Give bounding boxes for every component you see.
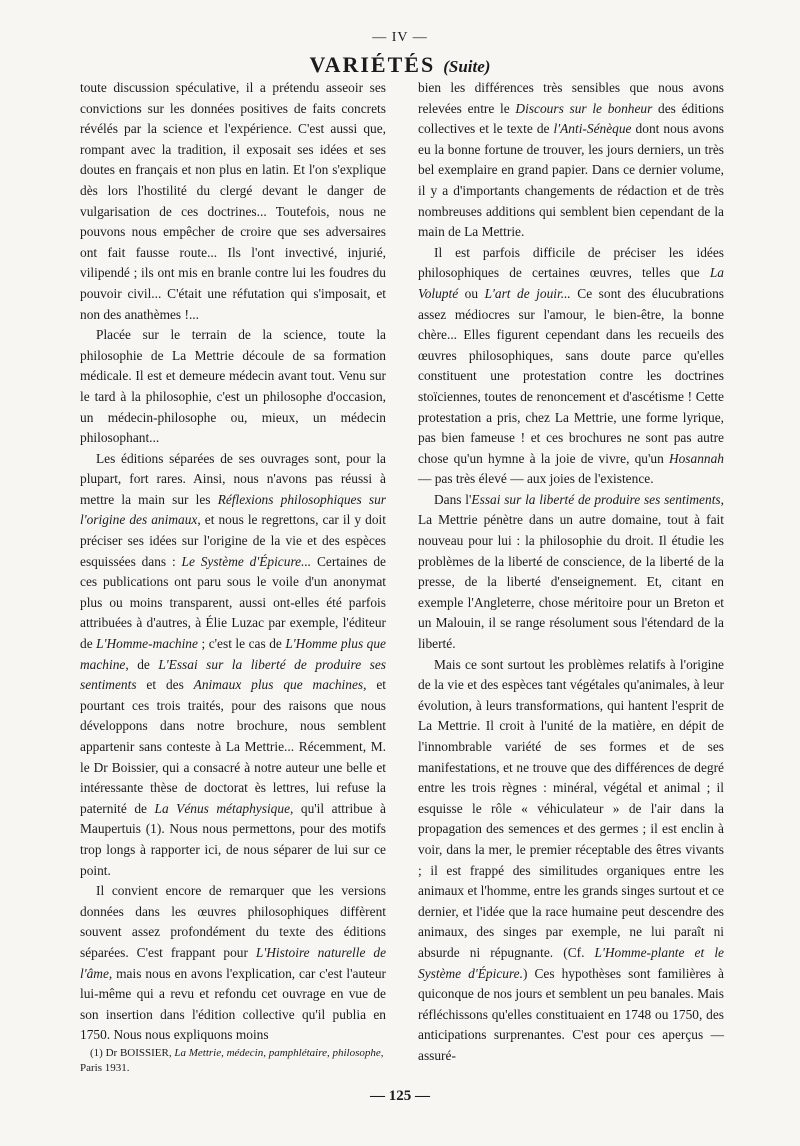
paragraph xyxy=(80,881,386,1046)
section-title xyxy=(0,52,800,78)
italic-title: La Vénus métaphysique xyxy=(154,800,291,816)
text-run: dont nous avons eu la bonne fortune de trouver, les jours derniers, un très bel exemplaire en grand papier. Dans ce dernier volume, il y a d'importants changements de rédaction et de très nombreuses additions qui semblent bien cependant de la main de La Mettrie. xyxy=(418,121,725,240)
paragraph xyxy=(80,325,386,449)
text-run: ) Ces hypothèses sont familières à quiconque de nos jours et semblent un peu banales. Mais réfléchissons qu'elles constituaient en 1748 ou 1750, des anticipations surprenantes. C'est pour ces aperçus — assuré- xyxy=(418,965,724,1063)
italic-title: L'Essai sur la liberté de produire ses sentiments xyxy=(80,656,387,693)
left-column xyxy=(80,78,386,1046)
text-run: Ce sont des élucubrations assez médiocres sur l'amour, le bien-être, la bonne chère... Elles figurent cependant dans les recueils des œuvres philosophiques, sans doute parce qu'elles constituent une protestation contre les doctrines stoïciennes, toutes de renoncement et d'ascétisme ! Cette protestation a pris, chez La Mettrie, une forme lyrique, pas bien fameuse ! et ces brochures ne sont pas autre chose qu'un hymne à la joie de vivre, qu'un xyxy=(418,285,724,466)
page-number: — 125 — xyxy=(370,1088,430,1104)
section-title-main: VARIÉTÉS xyxy=(309,52,436,77)
text-run: ou xyxy=(458,285,485,301)
text-run: bien les différences très sensibles que nous avons relevées entre le xyxy=(418,80,724,116)
italic-title: Hosannah xyxy=(668,450,724,466)
text-run: Certaines de ces publications ont paru sous le voile d'un anonymat plus ou moins transparent, aussi ont-elles été parfois attribuées à d'autres, à Élie Luzac par exemple, l'éditeur de xyxy=(80,553,386,652)
paragraph xyxy=(418,490,724,655)
text-run: des éditions collectives et le texte de xyxy=(418,100,724,137)
paragraph xyxy=(418,655,724,1067)
italic-title: L'Homme plus que machine xyxy=(80,636,386,672)
italic-title: Discours sur le bonheur xyxy=(515,100,653,116)
text-run: ; c'est le cas de xyxy=(197,636,286,652)
text-run: Mais ce sont surtout les problèmes relatifs à l'origine de la vie et des espèces tant végétales qu'animales, à leur évolution, à leurs transformations, qui hantent l'esprit de La Mettrie. Il croit à l'unité de la matière, en dépit de l'innombrable variété de ses formes et de ses manifestations, et ne trouve que des différences de degré entre les trois règnes : minéral, végétal et animal ; il esquisse le rôle « véhiculateur » de l'air dans la propagation des semences et des germes ; il est enclin à voir, dans la mer, le premier réceptable des êtres vivants ; il est frappé des similitudes organiques entre les animaux et l'homme, entre les grands singes surtout et ce dernier, et l'idée que la race humaine peut descendre des animaux, des singes par exemple, ne lui paraît ni absurde ni répugnante. (Cf. xyxy=(418,656,724,960)
text-run: — pas très élevé — aux joies de l'existence. xyxy=(418,471,654,487)
italic-title: L'art de jouir... xyxy=(484,285,571,301)
paragraph xyxy=(80,78,386,325)
italic-title: La Volupté xyxy=(418,265,724,301)
paragraph xyxy=(80,449,386,881)
italic-title: l'Anti-Sénèque xyxy=(553,121,632,137)
text-run: Dans l' xyxy=(434,491,472,507)
text-run: Les éditions séparées de ses ouvrages sont, pour la plupart, fort rares. Ainsi, nous n'avons pas réussi à mettre la main sur les xyxy=(80,450,386,507)
text-run: , La Mettrie pénètre dans un autre domaine, tout à fait nouveau pour lui : la philosophie du droit. Il étudie les problèmes de la liberté de conscience, de la liberté de la presse, de la liberté d'enseignement. Et, citant en exemple l'Angleterre, chose méritoire pour un Breton et un Malouin, il se range résolument sous l'étendard de la liberté. xyxy=(418,491,724,652)
footnote-rest: , Paris 1931. xyxy=(80,1047,384,1074)
italic-title: L'Histoire naturelle de l'âme xyxy=(80,944,387,981)
text-run: Il convient encore de remarquer que les versions données dans les œuvres philosophiques diffèrent souvent assez profondément du texte des éditions séparées. C'est frappant pour xyxy=(80,883,386,960)
text-run: , et pourtant ces trois traités, pour des raisons que nous développons dans notre brochure, nous semblent appartenir sans conteste à La Mettrie... Récemment, M. le Dr Boissier, qui a consacré à notre auteur une belle et intéressante thèse de doctorat ès lettres, lui refuse la paternité de xyxy=(80,677,387,816)
italic-title: Essai sur la liberté de produire ses sentiments xyxy=(471,491,721,507)
text-run: toute discussion spéculative, il a prétendu asseoir ses convictions sur les données positives de faits concrets révélés par la science et l'expérience. C'est aussi que, rompant avec la tradition, il exposait ses idées et ses doutes en français et non plus en latin. Et l'on s'explique dès lors l'hostilité du clergé devant le danger de vulgarisation de ces doctrines... Toutefois, nous ne pouvons nous empêcher de croire que ses adversaires ont fait fausse route... Ils l'ont invectivé, injurié, vilipendé ; ils ont mis en branle contre lui les foudres du pouvoir civil... C'était une réfutation qui s'imposait, et non des anathèmes !... xyxy=(80,80,386,322)
running-header-roman: — IV — xyxy=(372,30,428,45)
italic-title: Réflexions philosophiques sur l'origine des animaux xyxy=(80,491,386,528)
text-run: et des xyxy=(136,677,194,693)
italic-title: Animaux plus que machines xyxy=(193,677,364,693)
text-run: , et nous le regrettons, car il y doit préciser ses idées sur l'origine de la vie et des espèces esquissées dans : xyxy=(80,512,386,569)
text-run: , de xyxy=(125,656,159,672)
footnote-mark: (1) Dr xyxy=(90,1047,120,1059)
paragraph xyxy=(418,243,724,490)
text-run: , mais nous en avons l'explication, car c'est l'auteur lui-même qui a revu et refondu cet ouvrage en vue de son insertion dans l'édition collective qu'il publia en 1750. Nous nous expliquons moins xyxy=(80,965,386,1043)
text-run: Il est parfois difficile de préciser les idées philosophiques de certaines œuvres, telles que xyxy=(418,244,724,281)
italic-title: L'Homme-machine xyxy=(96,636,198,652)
footnote-author: BOISSIER xyxy=(119,1047,169,1059)
paragraph xyxy=(418,78,724,243)
section-title-suffix: (Suite) xyxy=(443,57,491,76)
text-run: Placée sur le terrain de la science, toute la philosophie de La Mettrie découle de sa formation médicale. Il est et demeure médecin avant tout. Venu sur le tard à la philosophie, c'est un philosophe d'occasion, un médecin-philosophe ou, mieux, un médecin philosophant... xyxy=(80,327,386,446)
italic-title: L'Homme-plante et le Système d'Épicure. xyxy=(418,944,724,981)
footnote xyxy=(80,1046,390,1076)
right-column xyxy=(418,78,724,1067)
italic-title: Le Système d'Épicure... xyxy=(181,553,312,569)
footnote-title: , La Mettrie, médecin, pamphlétaire, philosophe xyxy=(168,1047,381,1059)
text-run: , qu'il attribue à Maupertuis (1). Nous nous permettons, pour des motifs trop longs à rapporter ici, de nous séparer de lui sur ce point. xyxy=(80,800,386,878)
